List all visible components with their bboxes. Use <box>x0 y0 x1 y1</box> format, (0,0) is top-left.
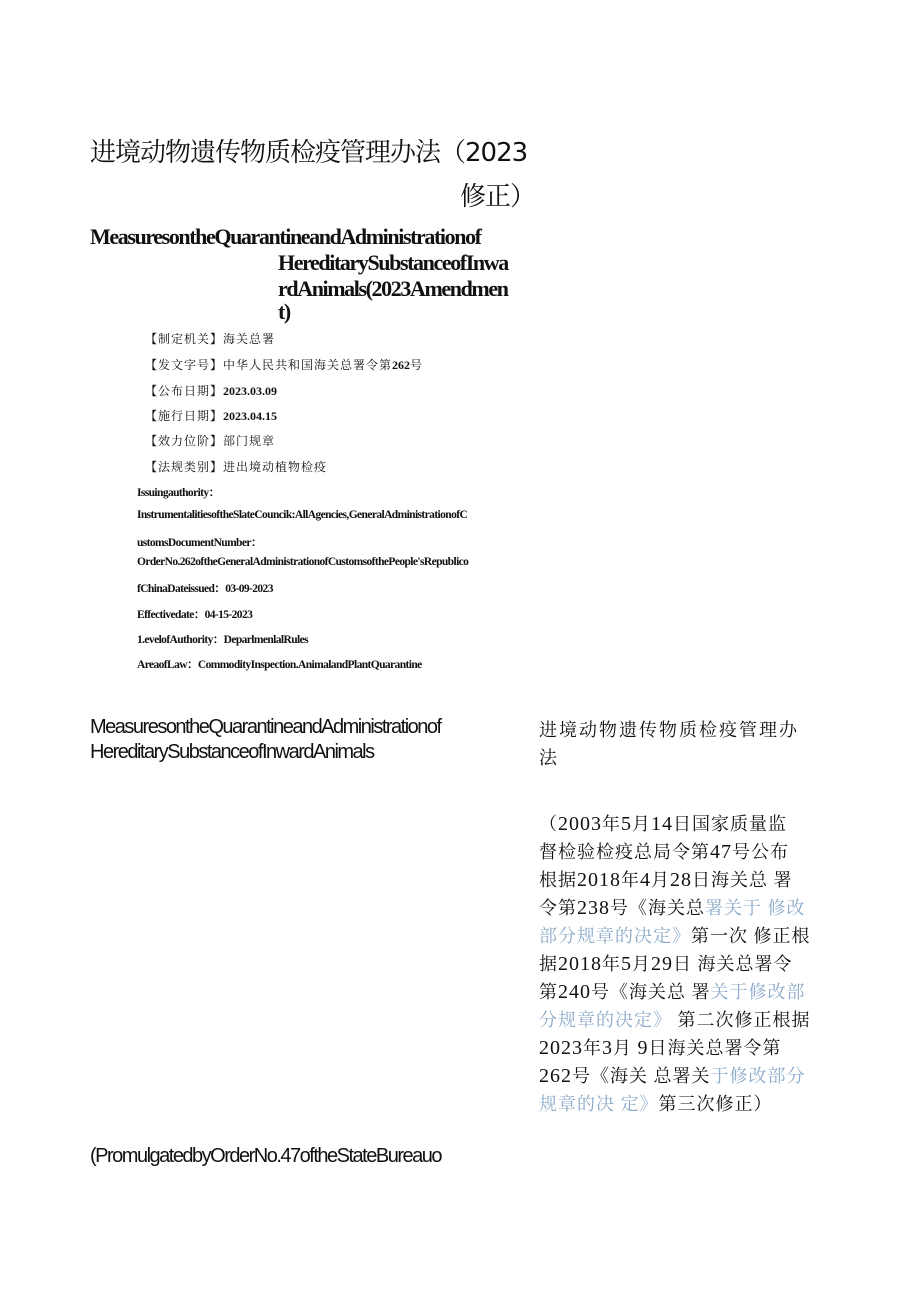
en-meta-line: Issuingauthority： <box>137 487 220 499</box>
promulgation-note-en: (PromulgatedbyOrderNo.47oftheStateBureauo <box>90 1145 441 1167</box>
page-title-en-line2: HereditarySubstanceofInwa <box>278 250 508 275</box>
body-heading-en-line2: HereditarySubstanceofInwardAnimals <box>90 741 374 763</box>
body-heading-cn-line2: 法 <box>539 748 559 768</box>
page-title-cn-line1: 进境动物遗传物质检疫管理办法（2023 <box>90 138 528 168</box>
en-meta-line: 1.evelofAuthority：DeparlmenlalRules <box>137 634 308 646</box>
history-text: 令第 <box>539 898 577 918</box>
en-meta-line: OrderNo.262oftheGeneralAdministrationofCustomsofthePeople'sRepublico <box>137 556 469 568</box>
history-text: 号公布 <box>732 842 789 862</box>
regulation-reference-link[interactable]: 关于修改部 <box>710 982 806 1002</box>
meta-issuing-authority <box>145 330 275 347</box>
en-meta-line: Effectivedate：04-15-2023 <box>137 609 253 621</box>
meta-label: 【发文字号】 <box>145 358 224 372</box>
body-heading-cn-line1: 进境动物遗传物质检疫管理办 <box>539 720 799 740</box>
page-title-en-line1: MeasuresontheQuarantineandAdministrationof <box>90 224 481 249</box>
meta-label: 【法规类别】 <box>145 460 224 474</box>
history-text: 第一次 修正根 <box>691 926 811 946</box>
meta-level-of-authority <box>145 432 275 449</box>
regulation-reference-link[interactable]: 分规章的决定》 <box>539 1010 672 1030</box>
history-text: 9 <box>637 1037 649 1059</box>
history-text: 号《海关 总署关 <box>572 1066 711 1086</box>
history-line <box>539 1034 839 1062</box>
meta-value: 2023.03.09 <box>223 384 278 398</box>
page-title-cn-line2: 修正） <box>460 182 536 212</box>
meta-label: 【制定机关】 <box>145 332 224 346</box>
history-text: 月 <box>632 954 651 974</box>
meta-label: 【公布日期】 <box>145 384 224 398</box>
history-line <box>539 810 839 838</box>
en-meta-line: fChinaDateissued：03-09-2023 <box>137 583 273 595</box>
history-line <box>539 1006 839 1034</box>
history-text: 2018 <box>577 869 621 891</box>
history-text: 日海关总 署 <box>692 870 793 890</box>
history-text: 2023 <box>539 1037 583 1059</box>
history-text: 月 <box>651 870 670 890</box>
history-text: 第三次修正） <box>658 1094 773 1114</box>
history-text: 据 <box>539 954 558 974</box>
history-text: 第二次修正根据 <box>672 1010 811 1030</box>
body-heading-en-line1: MeasuresontheQuarantineandAdministrationof <box>90 716 441 738</box>
history-text: 5 <box>621 953 632 975</box>
meta-value: 2023.04.15 <box>223 409 278 423</box>
history-text: 日国家质量监 <box>673 814 787 834</box>
meta-document-number <box>145 356 423 373</box>
history-text: 月 <box>613 1038 638 1058</box>
meta-date-issued <box>145 382 277 399</box>
meta-value: 海关总署 <box>223 332 276 346</box>
meta-value: 进出境动植物检疫 <box>223 460 328 474</box>
history-text: 根据 <box>539 870 577 890</box>
history-line <box>539 1090 839 1118</box>
history-text: 年 <box>621 870 640 890</box>
meta-area-of-law <box>145 458 327 475</box>
meta-label: 【施行日期】 <box>145 409 224 423</box>
regulation-reference-link[interactable]: 部分规章的决定》 <box>539 926 691 946</box>
history-text: 28 <box>670 869 692 891</box>
history-text: 14 <box>651 813 673 835</box>
meta-effective-date <box>145 407 277 424</box>
history-line <box>539 950 839 978</box>
page-title-en-line3: rdAnimals(2023Amendmen <box>278 276 508 301</box>
amendment-history <box>539 810 839 1118</box>
history-text: 4 <box>640 869 651 891</box>
history-text: 240 <box>558 981 591 1003</box>
history-text: 日海关总署令第 <box>648 1038 782 1058</box>
history-line <box>539 894 839 922</box>
en-meta-line: InstrumentalitiesoftheSlateCouncik:AllAgencies,GeneralAdministrationofC <box>137 509 468 521</box>
history-text: 29 <box>651 953 673 975</box>
meta-number: 262 <box>392 358 411 372</box>
meta-label: 【效力位阶】 <box>145 434 224 448</box>
history-text: 3 <box>602 1037 613 1059</box>
history-text: 238 <box>577 897 610 919</box>
history-line <box>539 978 839 1006</box>
meta-suffix: 号 <box>410 358 424 372</box>
regulation-reference-link[interactable]: 规章的决 定》 <box>539 1094 659 1114</box>
en-meta-line: ustomsDocumentNumber： <box>137 537 262 549</box>
history-text: 2018 <box>558 953 602 975</box>
history-text: 年 <box>602 954 621 974</box>
history-line <box>539 922 839 950</box>
history-line <box>539 838 839 866</box>
regulation-reference-link[interactable]: 署关于 修改 <box>705 898 806 918</box>
history-text: 5 <box>621 813 632 835</box>
meta-value: 中华人民共和国海关总署令第 <box>223 358 393 372</box>
history-text: 年 <box>583 1038 602 1058</box>
page-title-en-line4: t) <box>278 299 290 324</box>
history-text: 日 海关总署令 <box>673 954 793 974</box>
history-text: 月 <box>632 814 651 834</box>
regulation-reference-link[interactable]: 于修改部分 <box>710 1066 806 1086</box>
history-text: （ <box>539 814 558 834</box>
history-text: 262 <box>539 1065 572 1087</box>
history-text: 号《海关总 <box>610 898 705 918</box>
history-text: 督检验检疫总局令第 <box>539 842 710 862</box>
history-text: 年 <box>602 814 621 834</box>
en-meta-line: AreaofLaw：CommodityInspection.AnimalandPlantQuarantine <box>137 659 422 671</box>
meta-value: 部门规章 <box>223 434 276 448</box>
history-text: 47 <box>710 841 732 863</box>
history-text: 号《海关总 署 <box>591 982 711 1002</box>
history-line <box>539 1062 839 1090</box>
history-text: 2003 <box>558 813 602 835</box>
history-text: 第 <box>539 982 558 1002</box>
history-line <box>539 866 839 894</box>
